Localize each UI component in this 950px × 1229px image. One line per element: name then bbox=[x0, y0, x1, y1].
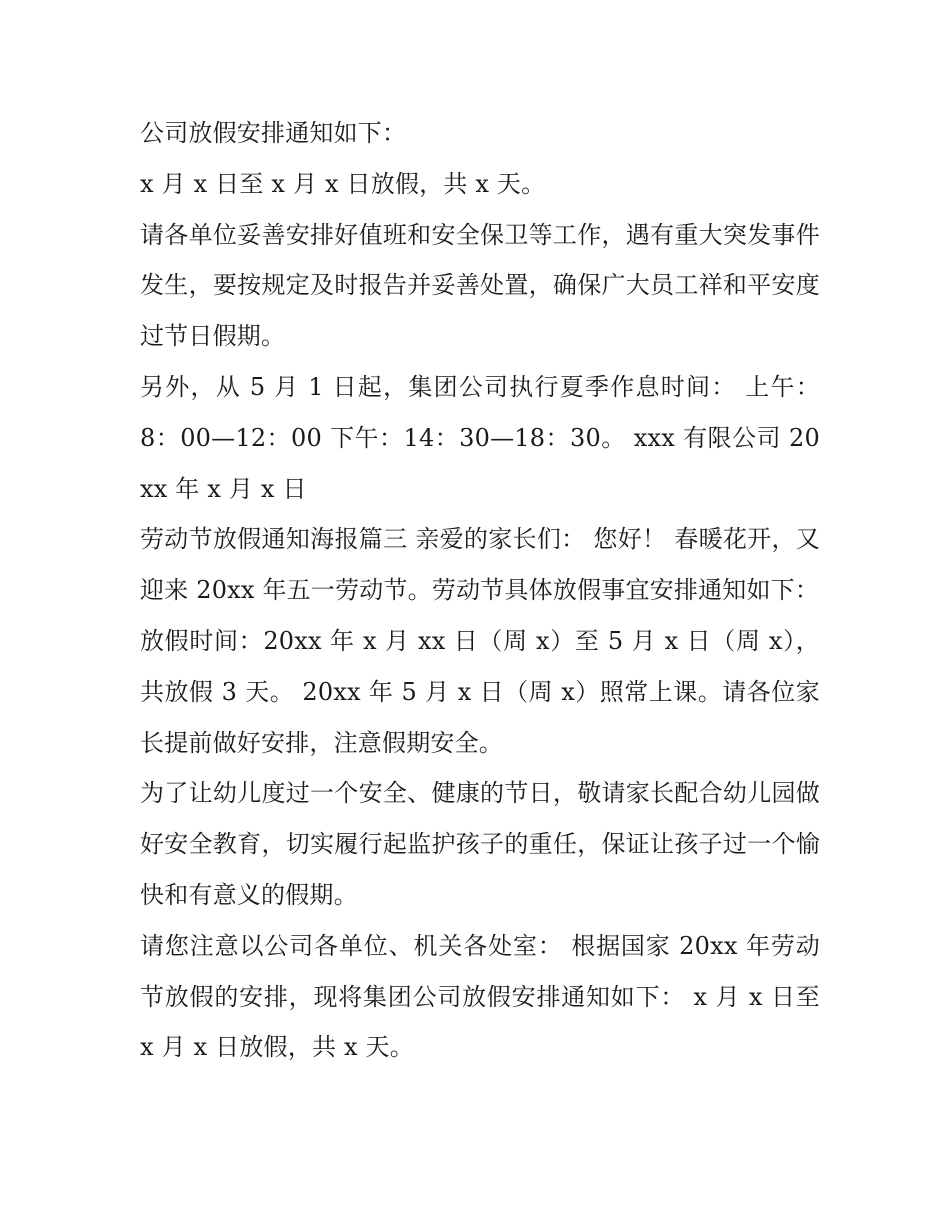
paragraph-2: x 月 x 日至 x 月 x 日放假，共 x 天。 bbox=[140, 169, 546, 198]
paragraph-3: 请各单位妥善安排好值班和安全保卫等工作，遇有重大突发事件发生，要按规定及时报告并妥善处置，确保广大员工祥和平安度过节日假期。 bbox=[140, 220, 820, 351]
paragraph-5: 劳动节放假通知海报篇三 亲爱的家长们： 您好！ 春暖花开，又迎来 20xx 年五一劳动节。劳动节具体放假事宜安排通知如下： bbox=[140, 525, 820, 605]
paragraph-1: 公司放假安排通知如下： bbox=[140, 119, 407, 147]
paragraph-6: 放假时间：20xx 年 x 月 xx 日（周 x）至 5 月 x 日（周 x），共放假 3 天。 20xx 年 5 月 x 日（周 x）照常上课。请各位家长提前做好安排，注意假期安全。 bbox=[140, 626, 820, 757]
paragraph-4: 另外，从 5 月 1 日起，集团公司执行夏季作息时间： 上午：8：00—12：00 下午：14：30—18：30。 xxx 有限公司 20xx 年 x 月 x 日 bbox=[140, 372, 820, 503]
paragraph-8: 请您注意以公司各单位、机关各处室： 根据国家 20xx 年劳动节放假的安排，现将集团公司放假安排通知如下： x 月 x 日至 x 月 x 日放假，共 x 天。 bbox=[140, 931, 820, 1062]
document-body bbox=[140, 108, 820, 1073]
paragraph-7: 为了让幼儿度过一个安全、健康的节日，敬请家长配合幼儿园做好安全教育，切实履行起监护孩子的重任，保证让孩子过一个愉快和有意义的假期。 bbox=[140, 779, 820, 909]
